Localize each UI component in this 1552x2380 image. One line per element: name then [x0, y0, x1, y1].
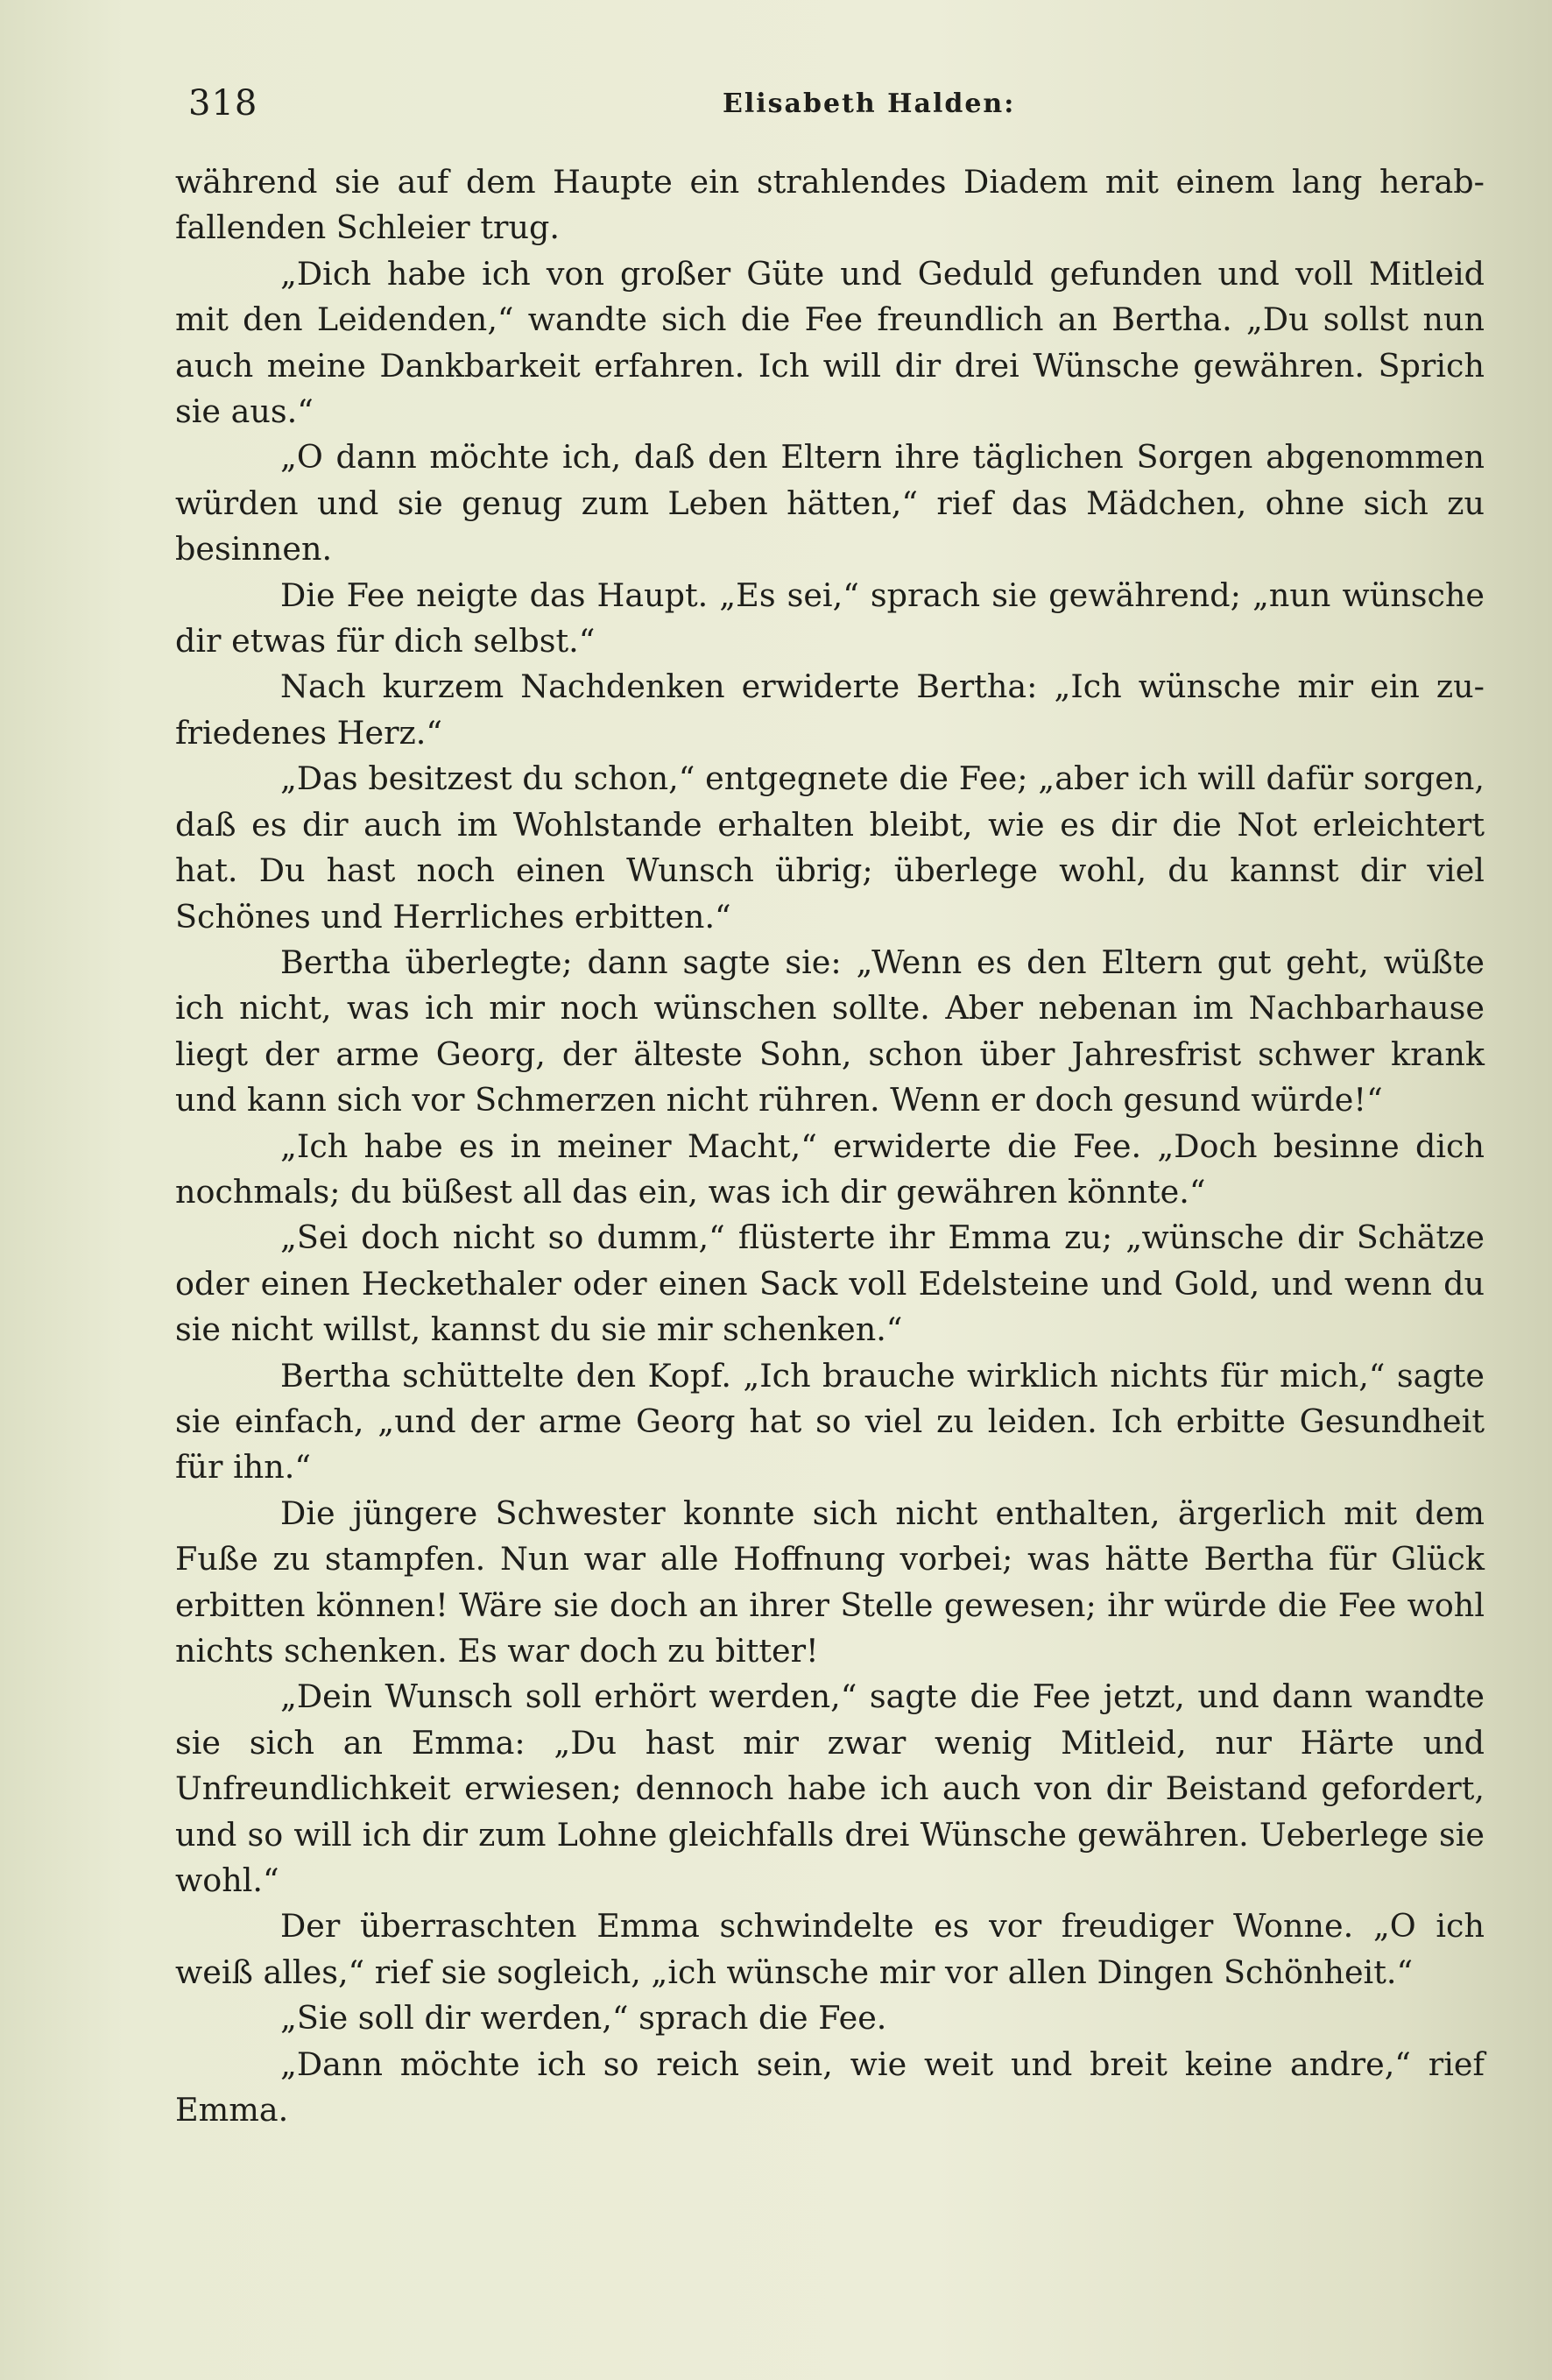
- paragraph: Die jüngere Schwester konnte sich nicht enthalten, ärgerlich mit dem Fuße zu stampfen. Nun war alle Hoffnung vorbei; was hätte Bertha für Glück erbitten können! Wäre sie doch an ihrer Stelle gewesen; ihr würde die Fee wohl nichts schenken. Es war doch zu bitter!: [175, 1494, 1485, 1670]
- page-number: 318: [188, 83, 258, 124]
- paragraph: „Sie soll dir werden,“ sprach die Fee.: [280, 1999, 887, 2037]
- text-body: [175, 159, 1485, 2133]
- paragraph: „Dann möchte ich so reich sein, wie weit und breit keine andre,“ rief Emma.: [175, 2045, 1485, 2129]
- running-title: Elisabeth Halden:: [723, 88, 1016, 119]
- paragraph: „Das besitzest du schon,“ entgegnete die Fee; „aber ich will dafür sorgen, daß es dir auch im Wohlstande erhalten bleibt, wie es dir die Not erleichtert hat. Du hast noch einen Wunsch übrig; überlege wohl, du kannst dir viel Schönes und Herrliches erbitten.“: [175, 759, 1485, 936]
- paragraph: während sie auf dem Haupte ein strahlendes Diadem mit einem lang herabfallenden Schleier trug.: [175, 163, 1485, 247]
- paragraph: Nach kurzem Nachdenken erwiderte Bertha: „Ich wünsche mir ein zufriedenes Herz.“: [175, 667, 1485, 752]
- paragraph: Der überraschten Emma schwindelte es vor freudiger Wonne. „O ich weiß alles,“ rief sie sogleich, „ich wünsche mir vor allen Dingen Schönheit.“: [175, 1907, 1485, 1991]
- paragraph: „O dann möchte ich, daß den Eltern ihre täglichen Sorgen abgenommen würden und sie genug zum Leben hätten,“ rief das Mädchen, ohne sich zu besinnen.: [175, 438, 1485, 569]
- paragraph: Bertha schüttelte den Kopf. „Ich brauche wirklich nichts für mich,“ sagte sie einfach, „und der arme Georg hat so viel zu leiden. Ich erbitte Gesundheit für ihn.“: [175, 1356, 1485, 1487]
- paragraph: „Sei doch nicht so dumm,“ flüsterte ihr Emma zu; „wünsche dir Schätze oder einen Heckethaler oder einen Sack voll Edelsteine und Gold, und wenn du sie nicht willst, kannst du sie mir schenken.“: [175, 1218, 1485, 1349]
- paragraph: Bertha überlegte; dann sagte sie: „Wenn es den Eltern gut geht, wüßte ich nicht, was ich mir noch wünschen sollte. Aber nebenan im Nachbarhause liegt der arme Georg, der älteste Sohn, schon über Jahresfrist schwer krank und kann sich vor Schmerzen nicht rühren. Wenn er doch gesund würde!“: [175, 943, 1485, 1119]
- paragraph: Die Fee neigte das Haupt. „Es sei,“ sprach sie gewährend; „nun wünsche dir etwas für dich selbst.“: [175, 576, 1485, 660]
- page-header: [188, 83, 1485, 136]
- paragraph: „Ich habe es in meiner Macht,“ erwiderte die Fee. „Doch besinne dich nochmals; du büßest all das ein, was ich dir gewähren könnte.“: [175, 1126, 1485, 1211]
- paragraph: „Dich habe ich von großer Güte und Geduld gefunden und voll Mitleid mit den Leidenden,“ wandte sich die Fee freundlich an Bertha. „Du sollst nun auch meine Dankbarkeit erfahren. Ich will dir drei Wünsche gewähren. Sprich sie aus.“: [175, 254, 1485, 431]
- paragraph: „Dein Wunsch soll erhört werden,“ sagte die Fee jetzt, und dann wandte sie sich an Emma: „Du hast mir zwar wenig Mitleid, nur Härte und Unfreundlichkeit erwiesen; dennoch habe ich auch von dir Beistand gefordert, und so will ich dir zum Lohne gleichfalls drei Wünsche gewähren. Ueberlege sie wohl.“: [175, 1677, 1485, 1900]
